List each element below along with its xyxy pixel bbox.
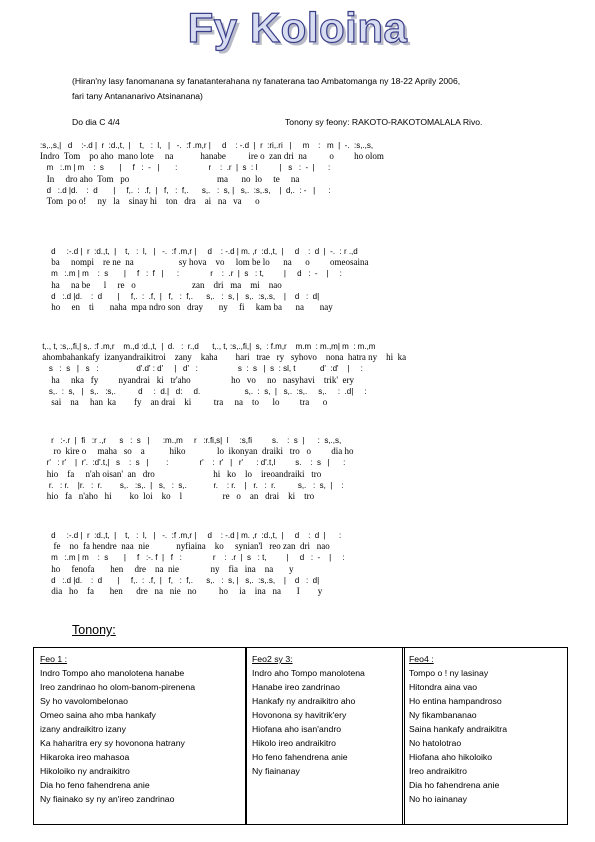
- subtitle-line: (Hiran'ny lasy fanomanana sy fanatanterahana ny fanaterana tao Ambatomanga ny 18-22 Aprily 2006,: [72, 76, 461, 86]
- verse-line: Hanabe ireo zandrinao: [252, 682, 340, 692]
- verse-box-1: [33, 647, 247, 825]
- verse-line: Ireo zandrinao ho olom-banom-pirenena: [40, 682, 196, 692]
- lyric-line: dia ho fa hen dre na nie no ho ia ina na I y: [40, 585, 323, 596]
- music-system-5: [40, 530, 580, 597]
- verse-line: izany andraikitro izany: [40, 724, 126, 734]
- verse-line: Tompo o ! ny lasinay: [409, 668, 489, 678]
- verse-line: Saina hankafy andraikitra: [409, 724, 508, 734]
- notation-line: r. : r. |r. : r. s,. :s,. | s, : s,. r. : r. | r. : r. s,. : s, | :: [40, 480, 344, 490]
- verse-line: Ho feno fahendrena anie: [252, 752, 348, 762]
- lyric-line: hio fa n'aho hi ko loi ko l re o an drai ki tro: [40, 490, 315, 501]
- lyric-line: ha nka fy nyandrai ki tr'aho ho vo no nasyhavi trik' ery: [40, 374, 354, 385]
- music-system-1: [40, 140, 580, 207]
- lyric-line: hio fa n'ah oisan' an dro hi ko lo ireoandraiki tro: [40, 468, 322, 479]
- subtitle-line: fari tany Antananarivo Atsinanana): [72, 91, 203, 101]
- verse-line: Ho entina hampandroso: [409, 696, 502, 706]
- notation-line: d :-.d | r :d.,t, | t, : l, | -. :f .m,r | d : -.d | m. ,r :d.,t, | d : d | -. : r .,d: [40, 247, 358, 256]
- verse-line: No hatolotrao: [409, 738, 462, 748]
- verse-line: Sy ho vavolombelonao: [40, 696, 128, 706]
- verse-line: Ny fiainako sy ny an'ireo zandrinao: [40, 794, 175, 804]
- verse-header: Feo 1 :: [40, 654, 68, 664]
- verse-box-2: [245, 647, 405, 825]
- lyric-line: ho fenofa hen dre na nie ny fia ina na y: [40, 563, 294, 574]
- notation-line: m :.m | m : s | f :-. f | f : r : .r | s : t, | d : - | :: [40, 553, 345, 563]
- verse-line: Hikolo ireo andraikitro: [252, 738, 337, 748]
- music-system-2: [40, 246, 580, 313]
- notation-line: r' : r' | r'. :d'.t,| s : s | : r' : r' | r' : d'.t,l s. : s | :: [40, 458, 346, 468]
- lyric-line: fe no fa hendre naa nie nyfiaina ko synian'l reo zan dri nao: [40, 541, 330, 552]
- notation-line: d :-.d | r :d.,t, | t, : l, | -. :f .m,r | d : -.d | m. ,r :d.,t, | d : d | :: [40, 531, 342, 540]
- notation-line: s : s | s : d'.d' : d' | d' : s : s | s : sl, t d' :d' | :: [40, 364, 363, 374]
- notation-line: r :-.r | fi :r .,r s : s | :m.,m r :r.fi,s| l :s,fi s. : s | : s,.,s,: [40, 436, 342, 445]
- music-system-3: [40, 341, 580, 408]
- verse-line: Ny fiainanay: [252, 766, 300, 776]
- lyric-line: Indro Tom po aho mano lote na hanabe ire o zan dri na o ho olom: [40, 151, 384, 162]
- verse-line: Omeo saina aho mba hankafy: [40, 710, 156, 720]
- page-title: Fy Koloina: [187, 4, 408, 51]
- verse-line: Hovonona sy havitrik'ery: [252, 710, 347, 720]
- verse-line: Indro Tompo aho manolotena hanabe: [40, 668, 185, 678]
- lyric-line: ho en ti naha mpa ndro son dray ny fi kam ba na nay: [40, 301, 333, 312]
- verse-header: Feo2 sy 3:: [252, 654, 293, 664]
- verse-header: Feo4 :: [409, 654, 434, 664]
- notation-line: m :.m | m : s | f : f | : r : .r | s : t, | d : - | :: [40, 269, 342, 279]
- verse-line: Hitondra aina vao: [409, 682, 478, 692]
- verse-line: Ny fikambananao: [409, 710, 477, 720]
- notation-line: m :.m | m : s | f : - | : r : .r | s : l | s : - | :: [40, 163, 331, 173]
- verse-line: Dia ho feno fahendrena anie: [40, 780, 150, 790]
- lyric-line: ha na be l re o zan dri ma mi nao: [40, 279, 282, 290]
- notation-line: s,. : s, | s,. :s,. d : d.| d: d. s,. : s, | s,. :s,. s,. : .d| :: [40, 386, 367, 396]
- verse-line: Hikaroka ireo mahasoa: [40, 752, 130, 762]
- lyric-line: ro kire o maha so a hiko lo ikonyan draiki tro o dia ho: [40, 446, 354, 457]
- key-signature: Do dia C 4/4: [72, 117, 120, 127]
- verse-line: Ka haharitra ery sy hovonona hatrany: [40, 738, 185, 748]
- music-system-4: [40, 435, 580, 502]
- lyrics-heading: Tonony:: [72, 623, 116, 637]
- lyric-line: ahombahankafy izanyandraikitroi zany kaha hari trae ry syhovo nona hatra ny hi ka: [40, 352, 407, 363]
- lyric-line: Tom po o! ny la sinay hi ton dra ai na va o: [40, 195, 260, 206]
- notation-line: :s,.,s,| d :-.d | r :d.,t, | t, : l, | -. :f .m,r | d : -.d | r :ri,.ri | m : m | -. :s,.,s,: [40, 141, 374, 150]
- verse-line: Dia ho fahendrena anie: [409, 780, 500, 790]
- verse-line: Hikoloiko ny andraikitro: [40, 766, 130, 776]
- lyric-line: In dro aho Tom po ma no lo te na: [40, 173, 300, 184]
- verse-line: Hankafy ny andraikitro aho: [252, 696, 356, 706]
- verse-box-3: [402, 647, 568, 825]
- composer-credit: Tonony sy feony: RAKOTO-RAKOTOMALALA Rivo.: [285, 117, 483, 127]
- notation-line: d :.d |d. : d | f,. : .f, | f, : f,. s,. : s, | s,. :s,.s, | d : d|: [40, 291, 320, 301]
- verse-line: No ho iainanay: [409, 794, 467, 804]
- verse-line: Hiofana aho hikoloiko: [409, 752, 493, 762]
- verse-line: Indro aho Tompo manolotena: [252, 668, 365, 678]
- verse-line: Ireo andraikitro: [409, 766, 467, 776]
- notation-line: d :.d |d. : d | f,. : .f, | f, : f,. s,. : s, | s,. :s,.s, | d : d|: [40, 575, 320, 585]
- subtitle: [72, 74, 542, 104]
- lyric-line: sai na han ka fy an drai ki tra na to lo tra o: [40, 396, 328, 407]
- notation-line: d :.d |d. : d | f,. : .f, | f, : f,. s,. : s, | s,. :s,.s, | d,. : - | :: [40, 185, 331, 195]
- lyric-line: ba nompi re ne na sy hova vo lom be lo na o omeosaina: [40, 257, 369, 268]
- verse-line: Hiofana aho isan'andro: [252, 724, 342, 734]
- notation-line: t,., t, :s,.,fi,| s,. :f .m,r m.,d :d.,t, | d. : r.,d t,., t, :s,.,fi,| s, : f.m,r m.m : m.,m| m : m.,m: [40, 342, 376, 351]
